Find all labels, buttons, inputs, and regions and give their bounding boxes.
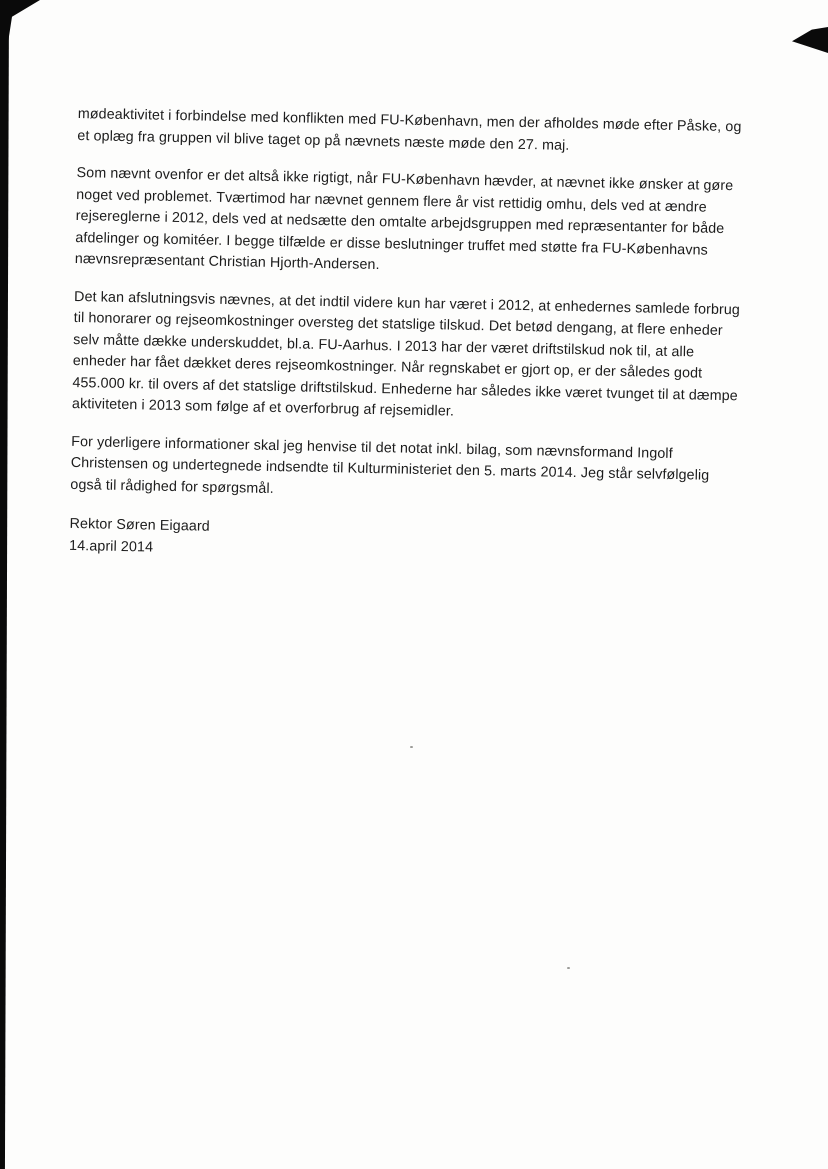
paragraph-budget-surplus: Det kan afslutningsvis nævnes, at det indtil videre kun har været i 2012, at enhedernes samlede forbrug til honorarer og rejseomkostninger oversteg det statslige tilskud. Det betød dengang, at flere enheder selv måtte dække underskuddet, bl.a. FU-Aarhus. I 2013 har der været driftstilskud nok til, at alle enheder har fået dækket deres rejseomkostninger. Når regnskabet er gjort op, er der således godt 455.000 kr. til overs af det statslige driftstilskud. Enhederne har således ikke været tvunget til at dæmpe aktiviteten i 2013 som følge af et overforbrug af rejsemidler. (71, 288, 741, 420)
scan-artifact-left-edge (0, 0, 9, 1169)
signature-name: Rektor Søren Eigaard (69, 515, 210, 535)
paragraph-response-to-fu-copenhagen: Som nævnt ovenfor er det altså ikke rigtigt, når FU-København hævder, at nævnet ikke ønsker at gøre noget ved problemet. Tværtimod har nævnet gennem flere år vist rettidig omhu, dels ved at ændre rejsereglerne i 2012, dels ved at nedsætte den omtalte arbejdsgruppen med repræsentanter for både afdelinger og komitéer. I begge tilfælde er disse beslutninger truffet med støtte fra FU-Københavns nævnsrepræsentant Christian Hjorth-Andersen. (74, 164, 734, 274)
letter-body (69, 104, 746, 570)
scan-speck (567, 967, 570, 969)
scan-artifact-top-right-corner (792, 27, 828, 53)
paragraph-meeting-activity: mødeaktivitet i forbindelse med konflikten med FU-København, men der afholdes møde efter Påske, og et oplæg fra gruppen vil blive taget op på nævnets næste møde den 27. maj. (77, 105, 742, 154)
signature-date: 14.april 2014 (68, 537, 154, 556)
scan-speck (410, 746, 413, 748)
signature-block (69, 514, 738, 570)
scan-artifact-top-left-corner (0, 0, 40, 48)
paragraph-further-information: For yderligere informationer skal jeg henvise til det notat inkl. bilag, som nævnsformand Ingolf Christensen og undertegnede indsendte til Kulturministeriet den 5. marts 2014. Jeg står selvfølgelig også til rådighed for spørgsmål. (70, 433, 710, 497)
